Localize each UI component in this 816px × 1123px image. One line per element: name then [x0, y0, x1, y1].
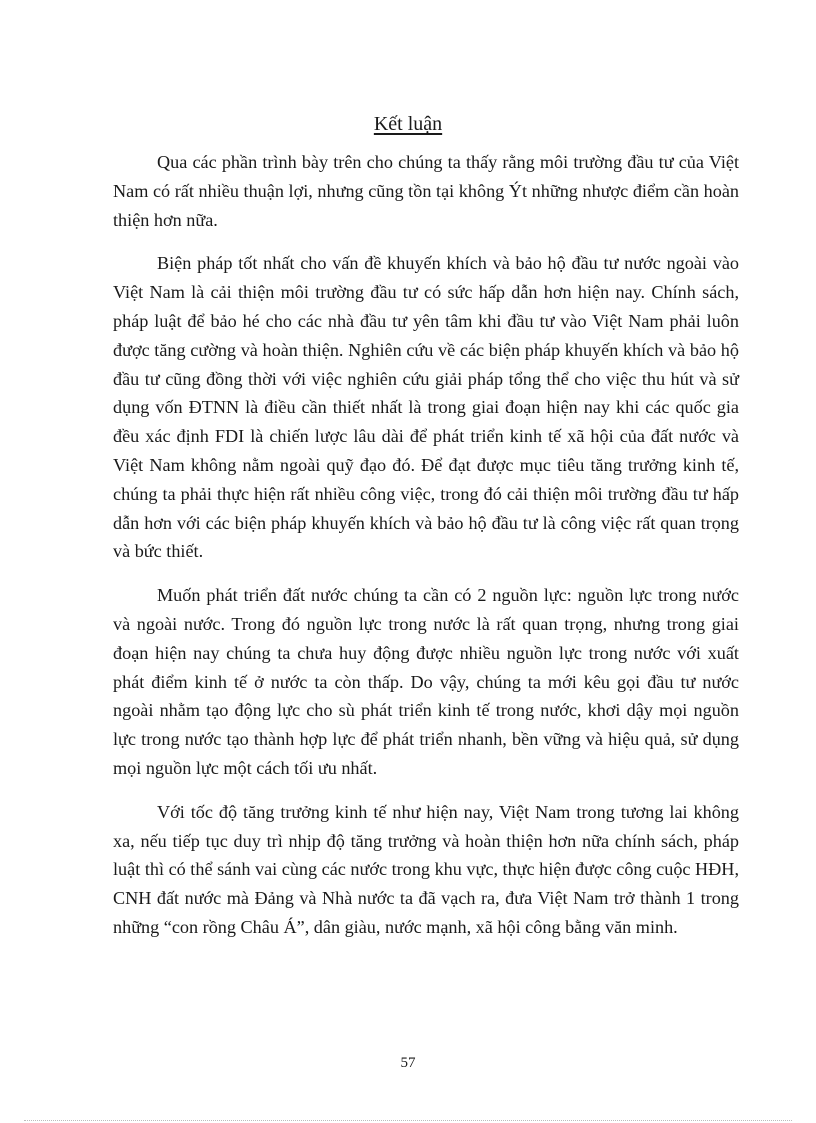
paragraph-4: Với tốc độ tăng trưởng kinh tế như hiện nay, Việt Nam trong tương lai không xa, nếu tiếp tục duy trì nhịp độ tăng trưởng và hoàn thiện hơn nữa chính sách, pháp luật thì có thể sánh vai cùng các nước trong khu vực, thực hiện được công cuộc HĐH, CNH đất nước mà Đảng và Nhà nước ta đã vạch ra, đưa Việt Nam trở thành 1 trong những “con rồng Châu Á”, dân giàu, nước mạnh, xã hội công bằng văn minh.	[113, 801, 739, 937]
paragraph-1: Qua các phần trình bày trên cho chúng ta thấy rằng môi trường đầu tư của Việt Nam có rất nhiều thuận lợi, nhưng cũng tồn tại không Ýt những nhược điểm cần hoàn thiện hơn nữa.	[113, 152, 739, 230]
paragraph-2: Biện pháp tốt nhất cho vấn đề khuyến khích và bảo hộ đầu tư nước ngoài vào Việt Nam là cải thiện môi trường đầu tư có sức hấp dẫn hơn hiện nay. Chính sách, pháp luật để bảo hé cho các nhà đầu tư yên tâm khi đầu tư vào Việt Nam phải luôn được tăng cường và hoàn thiện. Nghiên cứu về các biện pháp khuyến khích và bảo hộ đầu tư cũng đồng thời với việc nghiên cứu giải pháp tổng thể cho việc thu hút và sử dụng vốn ĐTNN là điều cần thiết nhất là trong giai đoạn hiện nay khi các quốc gia đều xác định FDI là chiến lược lâu dài để phát triển kinh tế xã hội của đất nước và Việt Nam không nằm ngoài quỹ đạo đó. Để đạt được mục tiêu tăng trưởng kinh tế, chúng ta phải thực hiện rất nhiều công việc, trong đó cải thiện môi trường đầu tư hấp dẫn hơn với các biện pháp khuyến khích và bảo hộ đầu tư là công việc rất quan trọng và bức thiết.	[113, 253, 739, 562]
page-number: 57	[400, 1055, 416, 1071]
page-title: Kết luận	[373, 113, 443, 135]
page-bottom-divider	[24, 1120, 792, 1121]
paragraph-3: Muốn phát triển đất nước chúng ta cần có 2 nguồn lực: nguồn lực trong nước và ngoài nước. Trong đó nguồn lực trong nước là rất quan trọng, nhưng trong giai đoạn hiện nay chúng ta chưa huy động được nhiều nguồn lực trong nước với xuất phát điểm kinh tế ở nước ta còn thấp. Do vậy, chúng ta mới kêu gọi đầu tư nước ngoài nhằm tạo động lực cho sù phát triển kinh tế trong nước, khơi dậy mọi nguồn lực trong nước tạo thành hợp lực để phát triển nhanh, bền vững và hiệu quả, sử dụng mọi nguồn lực một cách tối ưu nhất.	[113, 585, 739, 778]
document-body	[113, 148, 739, 957]
